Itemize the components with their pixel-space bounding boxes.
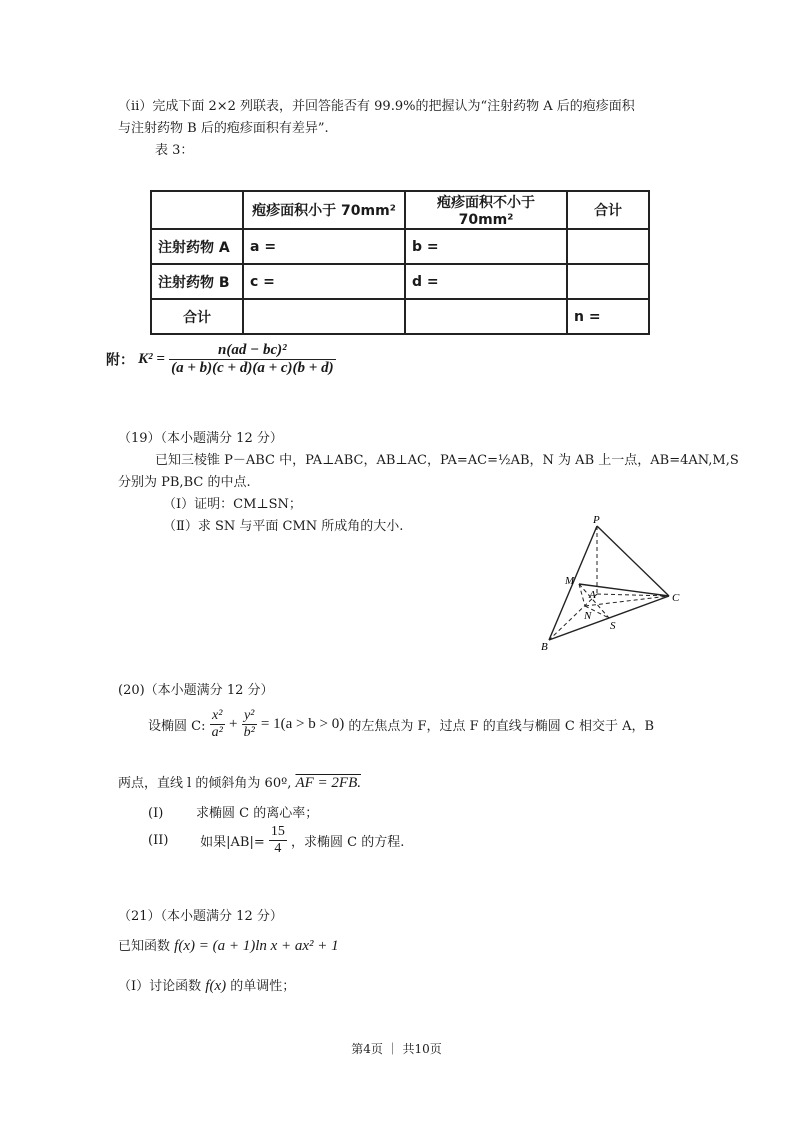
q19-part1: （Ⅰ）证明：CM⊥SN； — [163, 497, 302, 512]
label-A: A — [589, 589, 596, 601]
edge-MN — [579, 584, 585, 606]
q20-intro-tail: 的左焦点为 F，过点 F 的直线与椭圆 C 相交于 A，B — [348, 719, 655, 734]
ab-length-fraction — [269, 824, 287, 857]
formula-fraction — [169, 342, 335, 377]
q20-part2-pre: 如果|AB|= — [200, 835, 265, 850]
row-header: 注射药物 A — [151, 229, 243, 264]
q20-part1: 求椭圆 C 的离心率； — [196, 806, 319, 821]
y-numerator: y² — [243, 708, 255, 723]
label-C: C — [672, 592, 680, 604]
table-cell: n = — [567, 299, 649, 334]
formula-lhs: K² = — [138, 351, 165, 367]
ellipse-y-fraction — [242, 708, 257, 741]
q21-part1-pre: （I）讨论函数 — [118, 979, 202, 994]
table-cell — [567, 264, 649, 299]
x-denominator: a² — [211, 725, 223, 740]
table-cell: d = — [405, 264, 567, 299]
q19-heading: （19）（本小题满分 12 分） — [118, 431, 283, 446]
table-row — [151, 299, 649, 334]
x-numerator: x² — [212, 708, 223, 723]
table-header: 疱疹面积不小于 70mm² — [405, 191, 567, 229]
table-caption: 表 3： — [155, 143, 194, 158]
table-header: 合计 — [567, 191, 649, 229]
table-row — [151, 191, 649, 229]
label-N: N — [584, 610, 592, 622]
q21-part1-post: 的单调性； — [230, 979, 296, 994]
q21-part1-func: f(x) — [205, 978, 227, 994]
q21-line1 — [118, 937, 339, 956]
formula-numerator: n(ad − bc)² — [218, 342, 287, 358]
q20-part2-line — [148, 824, 404, 866]
table-cell — [243, 299, 405, 334]
table-cell: c = — [243, 264, 405, 299]
formula-denominator: (a + b)(c + d)(a + c)(b + d) — [171, 360, 334, 376]
label-M: M — [565, 575, 575, 587]
contingency-table — [150, 190, 650, 335]
function-definition: f(x) = (a + 1)ln x + ax² + 1 — [174, 938, 339, 954]
eq-plus: + — [228, 716, 238, 732]
tetrahedron-figure — [535, 512, 690, 654]
q20-intro: 设椭圆 C: — [148, 719, 206, 734]
table-cell — [405, 299, 567, 334]
q20-heading: (20)（本小题满分 12 分） — [118, 683, 274, 698]
row-header: 注射药物 B — [151, 264, 243, 299]
fraction-denominator: 4 — [269, 840, 287, 857]
q21-part1 — [118, 977, 295, 996]
edge-PC — [597, 526, 669, 596]
row-header: 合计 — [151, 299, 243, 334]
chi-square-formula — [106, 342, 336, 377]
q20-part1-label: (I) — [148, 806, 164, 821]
q21-heading: （21）（本小题满分 12 分） — [118, 909, 283, 924]
table-row — [151, 229, 649, 264]
formula-prefix: 附： — [106, 352, 134, 369]
table-header: 疱疹面积小于 70mm² — [243, 191, 405, 229]
q20-line2-text: 两点，直线 l 的倾斜角为 60º, — [118, 776, 292, 791]
q19-line1: 已知三棱锥 P－ABC 中，PA⊥ABC，AB⊥AC，PA=AC=½AB，N 为 AB 上一点，AB=4AN,M,S — [155, 453, 739, 468]
table-cell — [567, 229, 649, 264]
table-cell: b = — [405, 229, 567, 264]
page-footer: 第4页 ｜ 共10页 — [351, 1042, 442, 1056]
q19-line2: 分别为 PB,BC 的中点. — [118, 475, 251, 490]
part-ii-line1: （ⅱ）完成下面 2×2 列联表，并回答能否有 99.9%的把握认为“注射药物 A 后的疱疹面积 — [118, 99, 635, 114]
label-B: B — [541, 641, 548, 653]
table-cell: a = — [243, 229, 405, 264]
q20-line2 — [118, 774, 361, 793]
vector-equation: AF = 2FB. — [295, 775, 362, 791]
label-S: S — [610, 620, 616, 632]
q20-part2-label: (II) — [148, 833, 169, 848]
eq-rest: = 1(a > b > 0) — [260, 716, 345, 732]
y-denominator: b² — [243, 725, 255, 740]
part-ii-line2: 与注射药物 B 后的疱疹面积有差异”. — [118, 121, 329, 136]
table-row — [151, 264, 649, 299]
fraction-numerator: 15 — [270, 824, 285, 839]
q21-line1-pre: 已知函数 — [118, 939, 171, 954]
ellipse-x-fraction — [210, 708, 225, 741]
label-P: P — [593, 514, 600, 526]
q20-line1 — [148, 708, 654, 754]
q19-part2: （Ⅱ）求 SN 与平面 CMN 所成角的大小. — [163, 519, 404, 534]
q20-part2-post: ，求椭圆 C 的方程. — [291, 835, 405, 850]
table-cell — [151, 191, 243, 229]
